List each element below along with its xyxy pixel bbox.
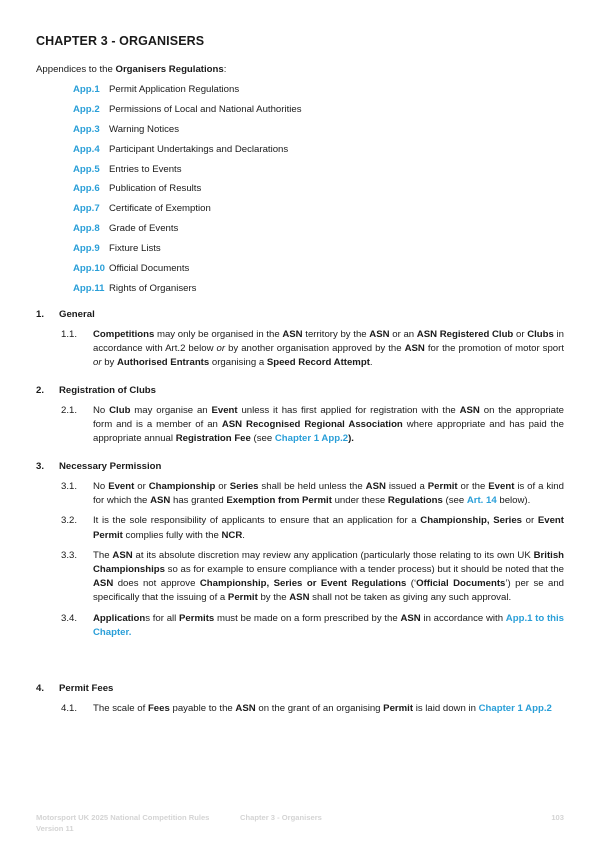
clause-text: Applications for all Permits must be made on a form prescribed by the ASN in accordance with App.1 to this Chapter. [93, 612, 565, 638]
section-number: 2. [36, 385, 45, 396]
clause-number: 3.3. [61, 549, 78, 561]
section-title: General [59, 309, 95, 320]
art-14-link[interactable]: Art. 14 [466, 495, 497, 507]
clause-text: It is the sole responsibility of applicants to ensure that an application for a Championship, Series or Event Permit complies fully with the NCR. [93, 515, 564, 541]
clause-number: 1.1. [61, 329, 78, 340]
appendix-link[interactable]: App.7 [73, 203, 100, 215]
clause-number: 3.2. [61, 515, 78, 527]
clause-text: No Club may organise an Event unless it has first applied for registration with the ASN on the appropriate form and is a member of an ASN Recognised Regional Association where appropriate and has paid the appropriate annual Registration Fee (see Chapter 1 App.2). [93, 405, 564, 445]
section-heading [36, 683, 564, 694]
appendix-title: Rights of Organisers [109, 282, 197, 294]
section-number: 3. [36, 461, 45, 472]
appendix-item [73, 203, 302, 223]
section-title: Permit Fees [59, 683, 114, 694]
appendix-item [73, 164, 302, 184]
intro-suffix: : [223, 64, 227, 75]
section-permit-fees [36, 683, 564, 716]
clause-4-1 [61, 702, 564, 716]
appendix-link[interactable]: App.10 [73, 263, 105, 275]
section-heading [36, 385, 564, 396]
clause-number: 3.4. [61, 612, 78, 624]
section-necessary-permission [36, 461, 564, 640]
section-general [36, 309, 564, 371]
app-1-link[interactable]: App.1 to this Chapter. [93, 612, 565, 638]
section-registration-of-clubs [36, 385, 564, 447]
appendix-link[interactable]: App.9 [73, 243, 100, 255]
intro-bold: Organisers Regulations [115, 64, 224, 75]
appendix-link[interactable]: App.1 [73, 84, 100, 95]
appendix-item [73, 243, 302, 263]
appendix-link[interactable]: App.2 [73, 103, 100, 115]
appendix-item [73, 124, 302, 144]
appendix-title: Official Documents [109, 263, 190, 275]
appendices-intro [36, 64, 226, 75]
appendix-title: Fixture Lists [109, 243, 161, 255]
intro-prefix: Appendices to the [36, 64, 116, 75]
chapter-1-app-2-link[interactable]: Chapter 1 App.2 [478, 703, 552, 714]
clause-text: The scale of Fees payable to the ASN on the grant of an organising Permit is laid down in Chapter 1 App.2 [93, 703, 552, 714]
appendix-item [73, 223, 302, 243]
appendix-title: Permissions of Local and National Authorities [109, 103, 302, 115]
appendix-title: Certificate of Exemption [109, 203, 211, 215]
footer-left [36, 812, 209, 834]
section-title: Registration of Clubs [59, 385, 157, 396]
chapter-1-app-2-link[interactable]: Chapter 1 App.2 [274, 433, 349, 445]
appendix-title: Entries to Events [109, 163, 182, 175]
footer-rulebook-title: Motorsport UK 2025 National Competition Rules [36, 813, 210, 822]
clause-2-1 [61, 404, 564, 447]
appendix-item [73, 183, 302, 203]
section-number: 1. [36, 309, 45, 320]
chapter-title: CHAPTER 3 - ORGANISERS [36, 34, 205, 48]
appendix-link[interactable]: App.4 [73, 143, 100, 155]
appendix-title: Permit Application Regulations [109, 84, 240, 95]
appendix-link[interactable]: App.3 [73, 123, 100, 135]
appendix-list [73, 84, 302, 303]
page-number: 103 [551, 813, 564, 822]
section-heading [36, 461, 564, 472]
clause-3-3 [61, 549, 564, 606]
clause-3-2 [61, 514, 564, 542]
appendix-item [73, 84, 302, 104]
appendix-link[interactable]: App.6 [73, 183, 100, 195]
appendix-title: Grade of Events [109, 223, 179, 235]
clause-number: 2.1. [61, 405, 78, 416]
clause-3-4 [61, 612, 564, 640]
section-title: Necessary Permission [59, 461, 162, 472]
appendix-item [73, 283, 302, 303]
section-number: 4. [36, 683, 45, 694]
appendix-link[interactable]: App.5 [73, 163, 100, 175]
appendix-link[interactable]: App.8 [73, 223, 100, 235]
appendix-link[interactable]: App.11 [73, 282, 105, 294]
clause-text: Competitions may only be organised in the ASN territory by the ASN or an ASN Registered Club or Clubs in accordance with Art.2 below or by another organisation approved by the ASN for the promotion of motor sport or by Authorised Entrants organising a Speed Record Attempt. [93, 329, 564, 369]
appendix-title: Publication of Results [109, 183, 202, 195]
appendix-item [73, 263, 302, 283]
footer-version: Version 11 [36, 824, 74, 833]
clause-1-1 [61, 328, 564, 371]
clause-number: 3.1. [61, 481, 78, 492]
clause-text: No Event or Championship or Series shall be held unless the ASN issued a Permit or the Event is of a kind for which the ASN has granted Exemption from Permit under these Regulations (see Art. 14 below). [93, 481, 564, 507]
clause-text: The ASN at its absolute discretion may review any application (particularly those relating to its own UK British Championships so as for example to ensure compliance with a tender process) but it should be noted that the ASN does not approve Championship, Series or Event Regulations (‘Official Documents’) per se and specifically that the issuing of a Permit by the ASN shall not be taken as giving any such approval. [93, 549, 565, 604]
appendix-title: Participant Undertakings and Declarations [109, 143, 289, 155]
clause-3-1 [61, 480, 564, 508]
footer-chapter: Chapter 3 - Organisers [240, 813, 322, 822]
clause-number: 4.1. [61, 703, 78, 714]
appendix-item [73, 104, 302, 124]
appendix-title: Warning Notices [109, 123, 180, 135]
section-heading [36, 309, 564, 320]
appendix-item [73, 144, 302, 164]
